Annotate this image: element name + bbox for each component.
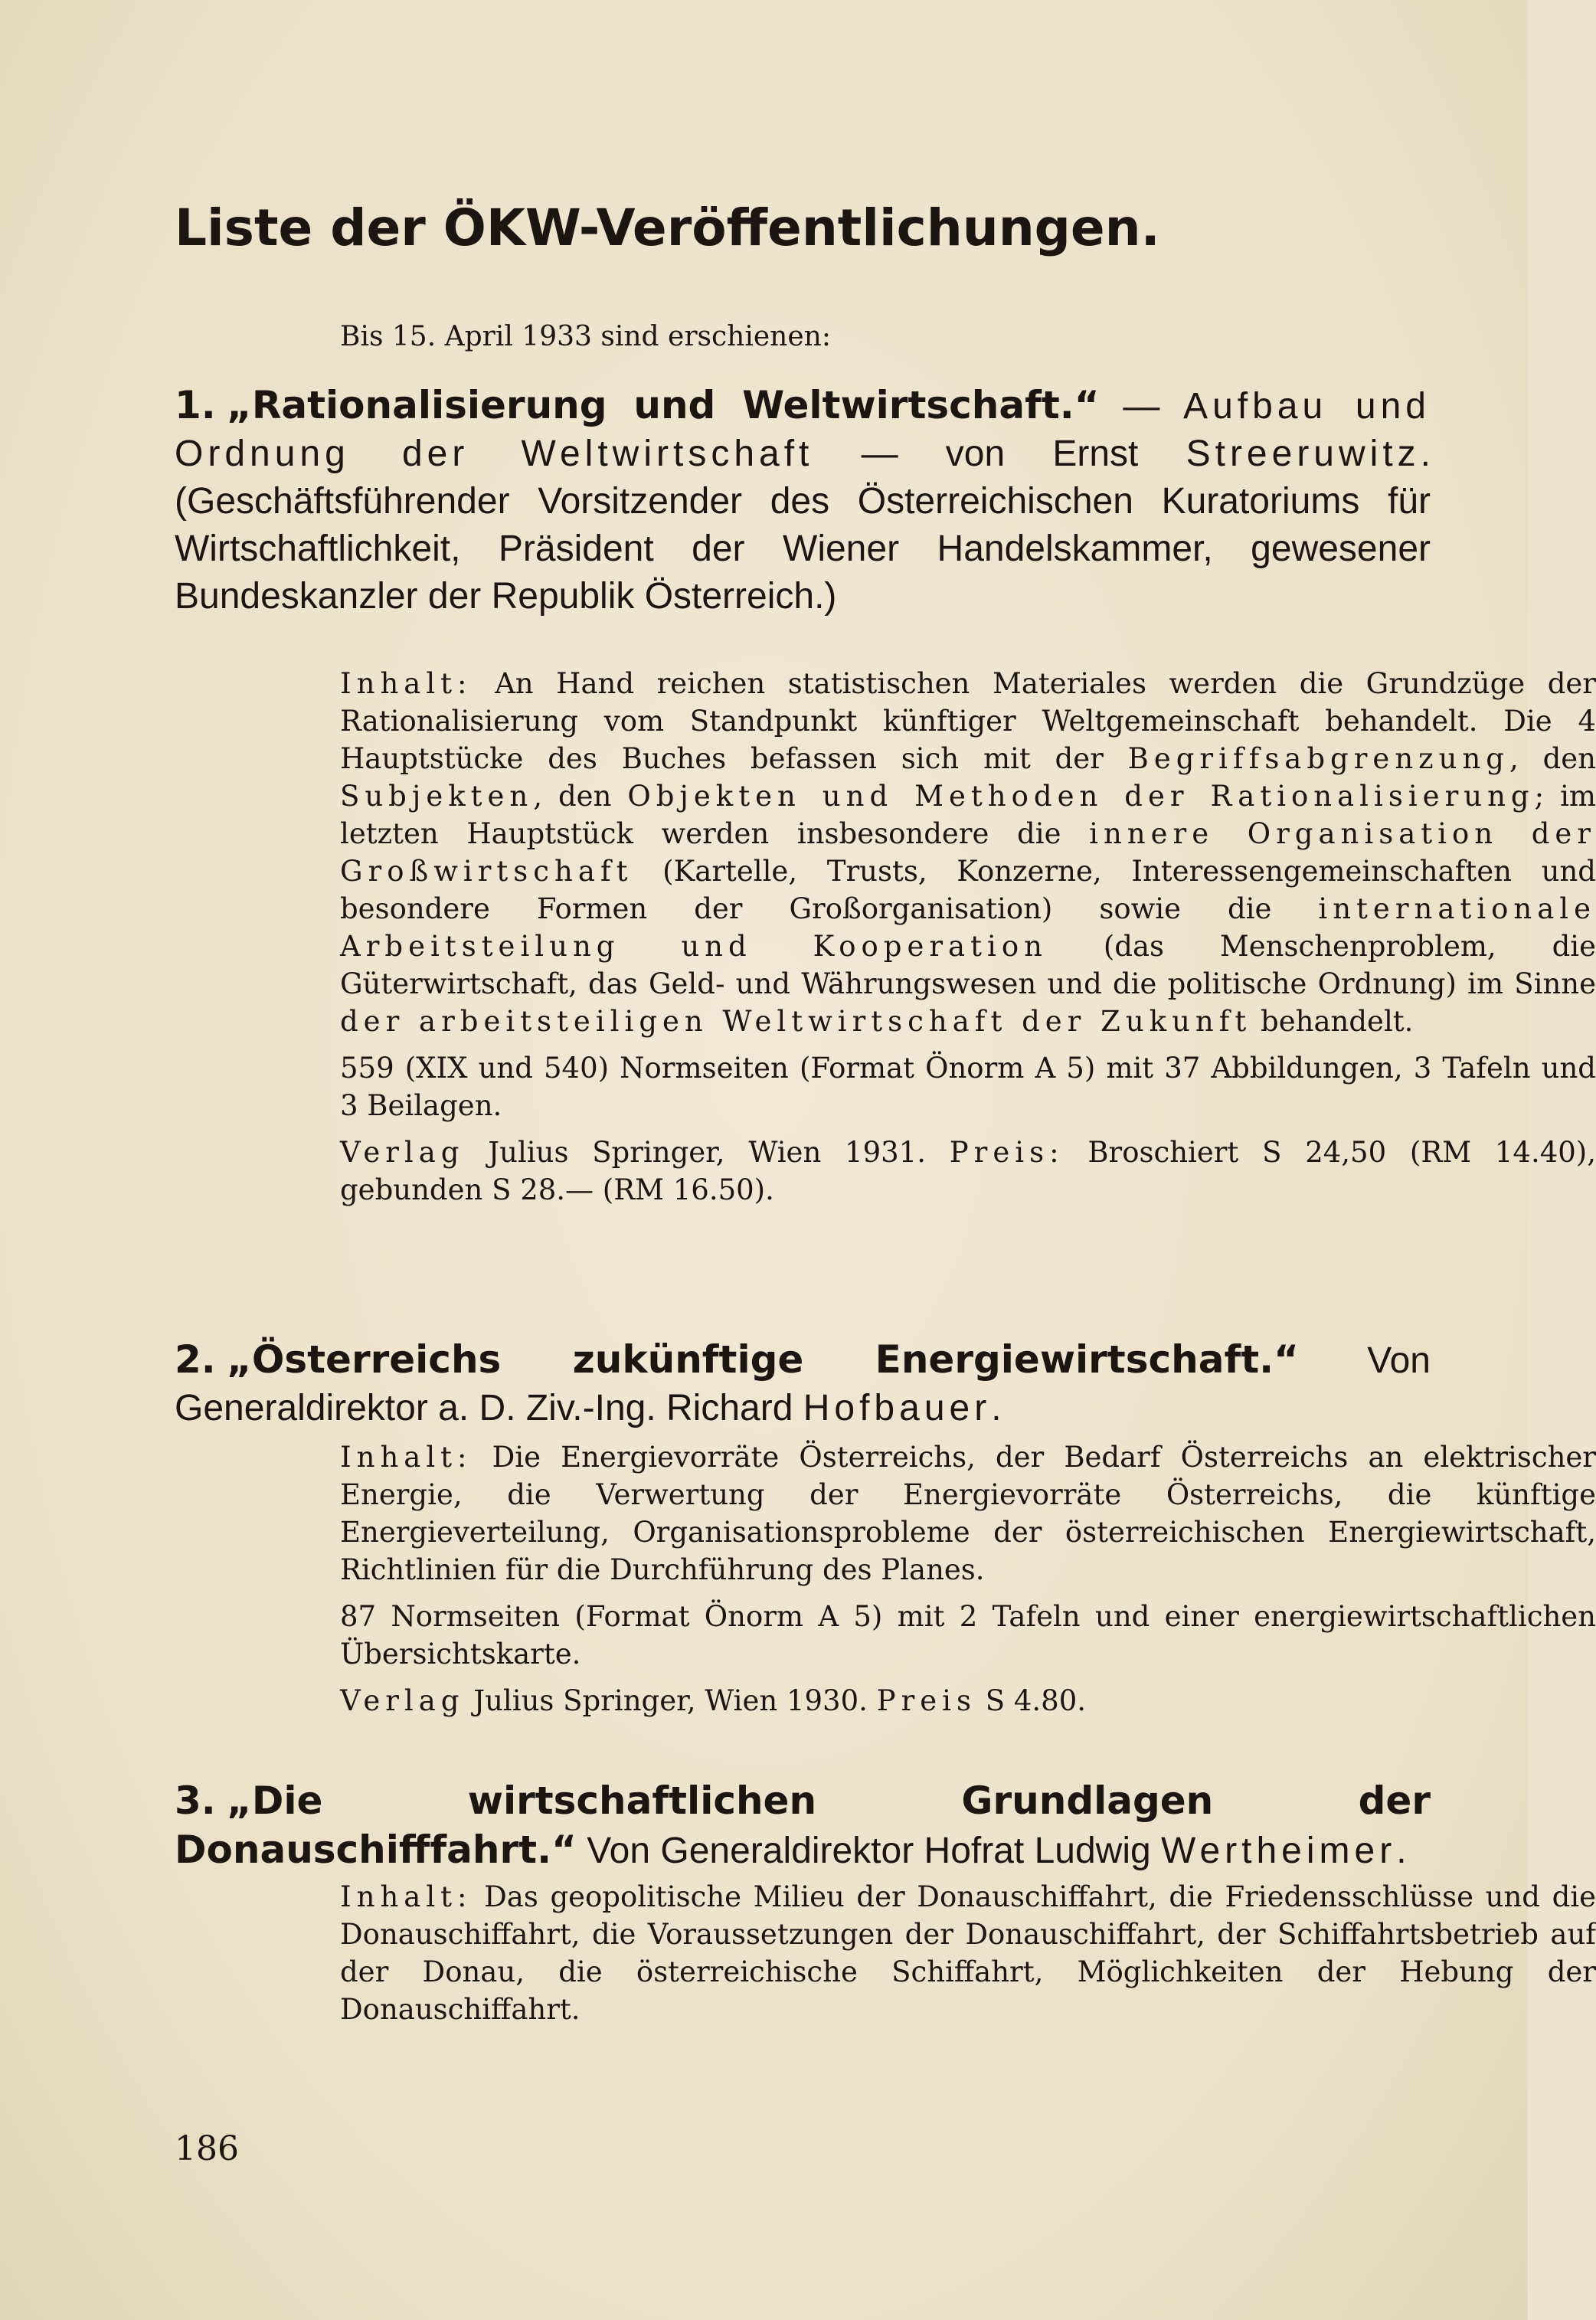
verlag-paragraph <box>340 1134 1596 1209</box>
inhalt-label: Inhalt: <box>340 1441 473 1474</box>
book-subtitle: Aufbau und Ordnung der Weltwirtschaft <box>175 386 1431 474</box>
entry-detail <box>340 665 1596 1209</box>
entry-detail <box>340 1878 1596 2028</box>
verlag-text: Julius Springer, Wien 1931. <box>464 1136 950 1169</box>
inhalt-text: , den <box>533 780 628 813</box>
entry-detail <box>340 1438 1596 1720</box>
preis-label: Preis <box>876 1684 976 1717</box>
entry-number: 1. <box>175 383 216 427</box>
term: innere Organisation der Großwirtschaft <box>340 817 1596 888</box>
dash: — <box>1099 386 1184 427</box>
inhalt-text: (das Menschenproblem, die Güterwirtschaft, das Geld- und Währungswesen und die politische Ordnung) im Sinne <box>340 930 1596 1000</box>
inhalt-text: behandelt. <box>1251 1005 1414 1038</box>
verlag-text: Julius Springer, Wien 1930. <box>464 1684 877 1717</box>
author-name: Streeruwitz <box>1186 434 1421 474</box>
term: internationale Arbeitsteilung und Kooperation <box>340 892 1596 963</box>
author-name: Hofbauer <box>803 1388 992 1428</box>
book-title: „Österreichs zukünftige Energiewirtschaft.“ <box>227 1337 1299 1382</box>
author-pre: Von Generaldirektor a. D. Ziv.-Ing. Richard <box>175 1340 1431 1428</box>
page-number: 186 <box>175 2129 239 2168</box>
entry-body <box>175 381 1431 620</box>
entry-body <box>175 1336 1431 1432</box>
term: Begriffsabgrenzung <box>1127 742 1509 775</box>
inhalt-text: Das geopolitische Milieu der Donauschiffahrt, die Friedensschlüsse und die Donauschiffahrt, die Voraussetzungen der Donauschiffahrt, der Schiffahrtsbetrieb auf der Donau, die österreichische Schiffahrt, Möglichkeiten der Hebung der Donauschiffahrt. <box>340 1880 1596 2026</box>
book-title: „Rationalisierung und Weltwirtschaft.“ <box>227 383 1100 427</box>
preis-text: S 4.80. <box>976 1684 1086 1717</box>
preis-text: Broschiert S 24,50 (RM 14.40), gebunden S 28.— (RM 16.50). <box>340 1136 1596 1206</box>
page-title: Liste der ÖKW-Veröffentlichungen. <box>175 198 1160 257</box>
entry-body <box>175 1777 1431 1875</box>
inhalt-paragraph <box>340 665 1596 1040</box>
author-name: Wertheimer <box>1161 1831 1397 1871</box>
inhalt-text: (Kartelle, Trusts, Konzerne, Interessengemeinschaften und besondere Formen der Großorganisation) sowie die <box>340 855 1596 925</box>
inhalt-label: Inhalt: <box>340 1880 473 1913</box>
inhalt-label: Inhalt: <box>340 667 473 700</box>
details-paragraph: 87 Normseiten (Format Önorm A 5) mit 2 Tafeln und einer energiewirtschaftlichen Übersichtskarte. <box>340 1600 1596 1670</box>
entry-number: 2. <box>175 1337 216 1382</box>
inhalt-paragraph <box>340 1878 1596 2028</box>
author-post: . <box>1396 1831 1407 1871</box>
inhalt-text: An Hand reichen statistischen Materiales werden die Grundzüge der Rationalisierung vom Standpunkt künftiger Weltgemeinschaft behandelt. Die 4 Hauptstücke des Buches befassen sich mit der <box>340 667 1596 775</box>
entry-number: 3. <box>175 1778 216 1823</box>
author-post: . <box>991 1388 1002 1428</box>
entry-headline <box>175 1336 1431 1432</box>
author-info: . (Geschäftsführender Vorsitzender des Österreichischen Kuratoriums für Wirtschaftlichkeit, Präsident der Wiener Handelskammer, gewesener Bundeskanzler der Republik Österreich.) <box>175 434 1431 617</box>
book-title: „Die wirtschaftlichen Grundlagen der Donauschifffahrt.“ <box>175 1778 1431 1872</box>
verlag-label: Verlag <box>340 1684 465 1717</box>
verlag-label: Verlag <box>340 1136 465 1169</box>
inhalt-text: , den <box>1509 742 1596 775</box>
term: Subjekten <box>340 780 534 813</box>
entry-headline <box>175 1777 1431 1875</box>
inhalt-paragraph <box>340 1438 1596 1589</box>
entry-headline <box>175 381 1431 620</box>
author-pre: Von Generaldirektor Hofrat Ludwig <box>576 1831 1162 1871</box>
intro-line: Bis 15. April 1933 sind erschienen: <box>340 321 831 352</box>
inhalt-text: Die Energievorräte Österreichs, der Bedarf Österreichs an elektrischer Energie, die Verwertung der Energievorräte Österreichs, die künftige Energieverteilung, Organisationsprobleme der österreichischen Energiewirtschaft, Richtlinien für die Durchführung des Planes. <box>340 1441 1596 1586</box>
inhalt-text: ; im letzten Hauptstück werden insbesondere die <box>340 780 1596 850</box>
details-paragraph: 559 (XIX und 540) Normseiten (Format Önorm A 5) mit 37 Abbildungen, 3 Tafeln und 3 Beilagen. <box>340 1052 1596 1122</box>
preis-label: Preis: <box>949 1136 1065 1169</box>
by-text: — von Ernst <box>813 434 1186 474</box>
term: der arbeitsteiligen Weltwirtschaft der Zukunft <box>340 1005 1252 1038</box>
verlag-paragraph <box>340 1682 1596 1720</box>
term: Objekten und Methoden der Rationalisierung <box>627 780 1535 813</box>
